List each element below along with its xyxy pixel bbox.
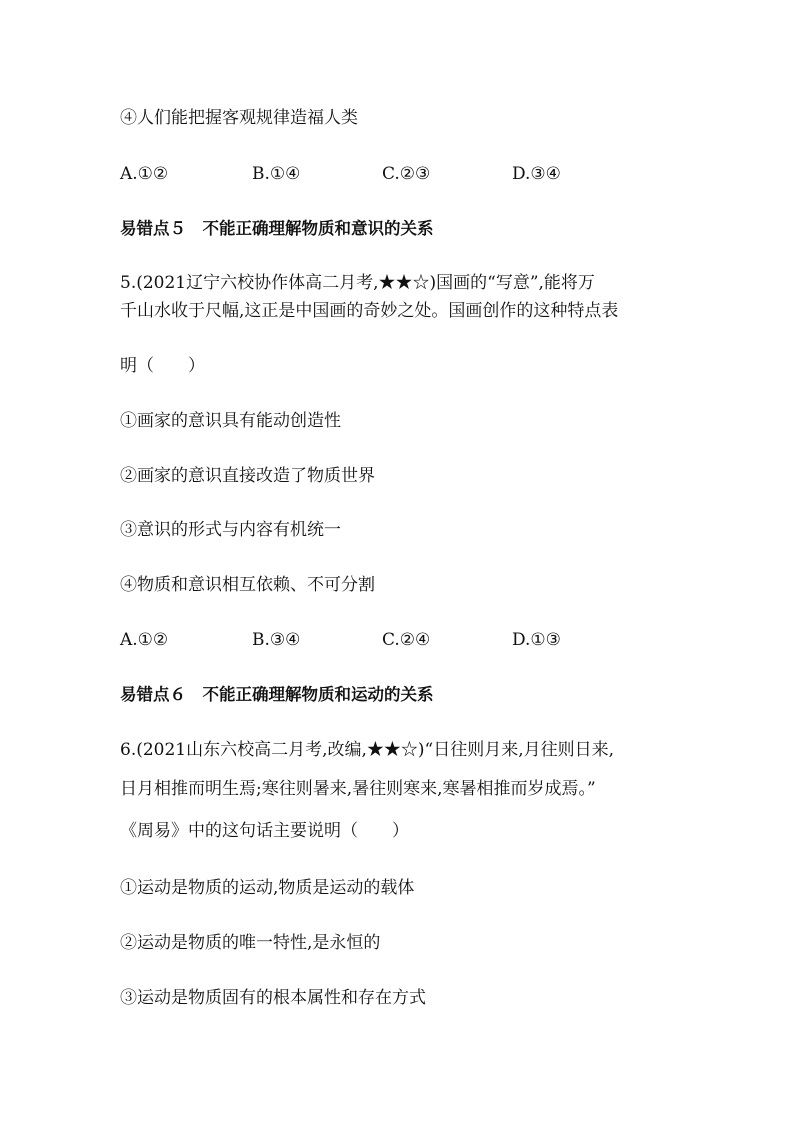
q5-statement-4: ④物质和意识相互依赖、不可分割 bbox=[120, 575, 375, 595]
q5-stem-line-2: 千山水收于尺幅,这正是中国画的奇妙之处。国画创作的这种特点表 bbox=[120, 301, 619, 321]
q5-option-c: C.②④ bbox=[382, 630, 431, 650]
q6-statement-2: ②运动是物质的唯一特性,是永恒的 bbox=[120, 933, 381, 953]
q5-option-b: B.③④ bbox=[252, 630, 301, 650]
q4-statement-4: ④人们能把握客观规律造福人类 bbox=[120, 108, 358, 128]
q6-stem-line-2: 日月相推而明生焉;寒往则暑来,暑往则寒来,寒暑相推而岁成焉。” bbox=[120, 779, 596, 799]
q6-stem-line-1: 6.(2021山东六校高二月考,改编,★★☆)“日往则月来,月往则日来, bbox=[120, 740, 615, 760]
section-heading-5: 易错点５ 不能正确理解物质和意识的关系 bbox=[120, 219, 434, 238]
q5-statement-2: ②画家的意识直接改造了物质世界 bbox=[120, 466, 375, 486]
q5-option-a: A.①② bbox=[120, 630, 169, 650]
q6-statement-3: ③运动是物质固有的根本属性和存在方式 bbox=[120, 988, 426, 1008]
q4-option-c: C.②③ bbox=[382, 164, 431, 184]
q6-stem-line-3: 《周易》中的这句话主要说明（ ） bbox=[120, 821, 409, 841]
q5-stem-line-3: 明（ ） bbox=[120, 356, 205, 376]
section-heading-6: 易错点６ 不能正确理解物质和运动的关系 bbox=[120, 685, 434, 704]
q5-option-d: D.①③ bbox=[512, 630, 561, 650]
q4-option-d: D.③④ bbox=[512, 164, 561, 184]
q6-statement-1: ①运动是物质的运动,物质是运动的载体 bbox=[120, 878, 415, 898]
q4-option-a: A.①② bbox=[120, 164, 169, 184]
q5-statement-3: ③意识的形式与内容有机统一 bbox=[120, 520, 341, 540]
q4-option-b: B.①④ bbox=[252, 164, 301, 184]
q5-statement-1: ①画家的意识具有能动创造性 bbox=[120, 411, 341, 431]
q5-stem-line-1: 5.(2021辽宁六校协作体高二月考,★★☆)国画的“写意”,能将万 bbox=[120, 273, 595, 293]
